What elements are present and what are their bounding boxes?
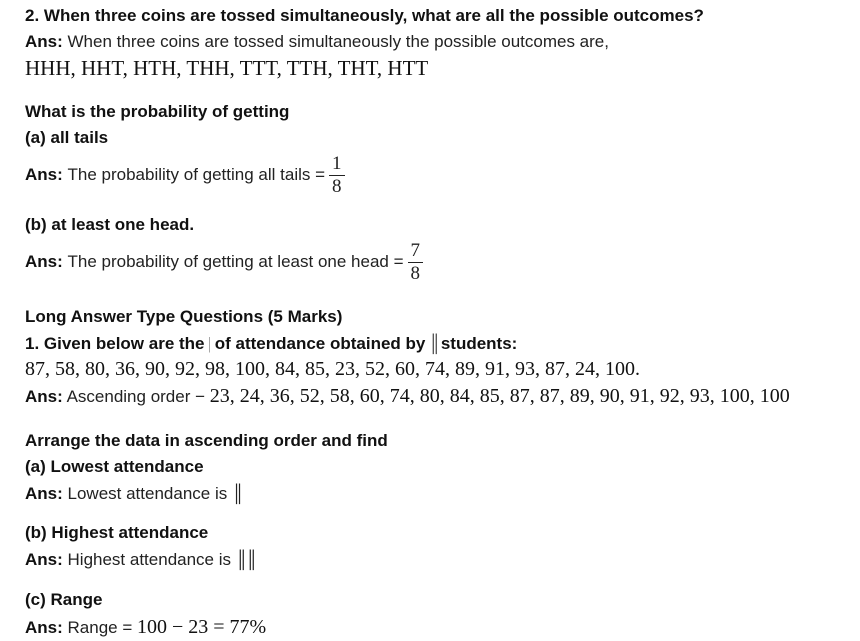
question-2: 2. When three coins are tossed simultaneously, what are all the possible outcomes? [25,6,704,25]
part-a-label: (a) all tails [25,128,109,147]
ans-label: Ans: [25,484,63,503]
q2-answer [25,31,609,53]
probability-heading: What is the probability of getting [25,102,290,121]
ans-label: Ans: [25,252,63,271]
fraction-numerator: 7 [408,240,424,263]
part-a-answer [25,150,345,200]
missing-glyph-icon: ║ [231,484,243,503]
ans-label: Ans: [25,387,63,406]
part-b-label: (b) at least one head. [25,215,195,234]
lowest-attendance-text: Lowest attendance is [67,484,228,503]
part-b-answer [25,237,423,287]
q1-text-part-2: of attendance obtained by [214,334,426,353]
missing-glyph-icon: ║║ [235,550,256,569]
ascending-label-text: Ascending order − [66,387,206,406]
ans-label: Ans: [25,550,63,569]
arrange-heading: Arrange the data in ascending order and find [25,431,388,450]
lowest-attendance-label: (a) Lowest attendance [25,457,204,476]
long-question-1 [25,333,517,355]
fraction-numerator: 1 [329,153,345,176]
missing-glyph-icon: ║ [425,334,441,353]
fraction-denominator: 8 [410,262,420,284]
ascending-values: 23, 24, 36, 52, 58, 60, 74, 80, 84, 85, 87, 87, 89, 90, 91, 92, 93, 100, 100 [209,385,790,407]
part-b-answer-text: The probability of getting at least one head = [67,252,404,271]
missing-glyph-icon: | [204,334,215,353]
attendance-data: 87, 58, 80, 36, 90, 92, 98, 100, 84, 85, 23, 52, 60, 74, 89, 91, 93, 87, 24, 100. [25,358,640,380]
ans-label: Ans: [25,165,63,184]
ans-label: Ans: [25,618,63,637]
highest-attendance-answer [25,549,256,571]
part-a-answer-text: The probability of getting all tails = [67,165,326,184]
ans-label: Ans: [25,32,63,51]
highest-attendance-label: (b) Highest attendance [25,523,209,542]
q2-answer-text: When three coins are tossed simultaneously the possible outcomes are, [67,32,609,51]
q1-text-part-3: students: [440,334,518,353]
fraction-denominator: 8 [332,175,342,197]
fraction-at-least-one-head [408,240,424,285]
highest-attendance-text: Highest attendance is [67,550,232,569]
q2-outcomes: HHH, HHT, HTH, THH, TTT, TTH, THT, HTT [25,56,429,80]
range-answer [25,616,266,639]
lowest-attendance-answer [25,483,242,505]
long-answer-heading: Long Answer Type Questions (5 Marks) [25,307,343,326]
ascending-answer [25,385,790,408]
range-label: (c) Range [25,590,103,609]
range-text: Range = [67,618,133,637]
range-expression: 100 − 23 = 77% [137,616,267,638]
q1-text-part-1: 1. Given below are the [25,334,205,353]
fraction-all-tails [329,153,345,198]
